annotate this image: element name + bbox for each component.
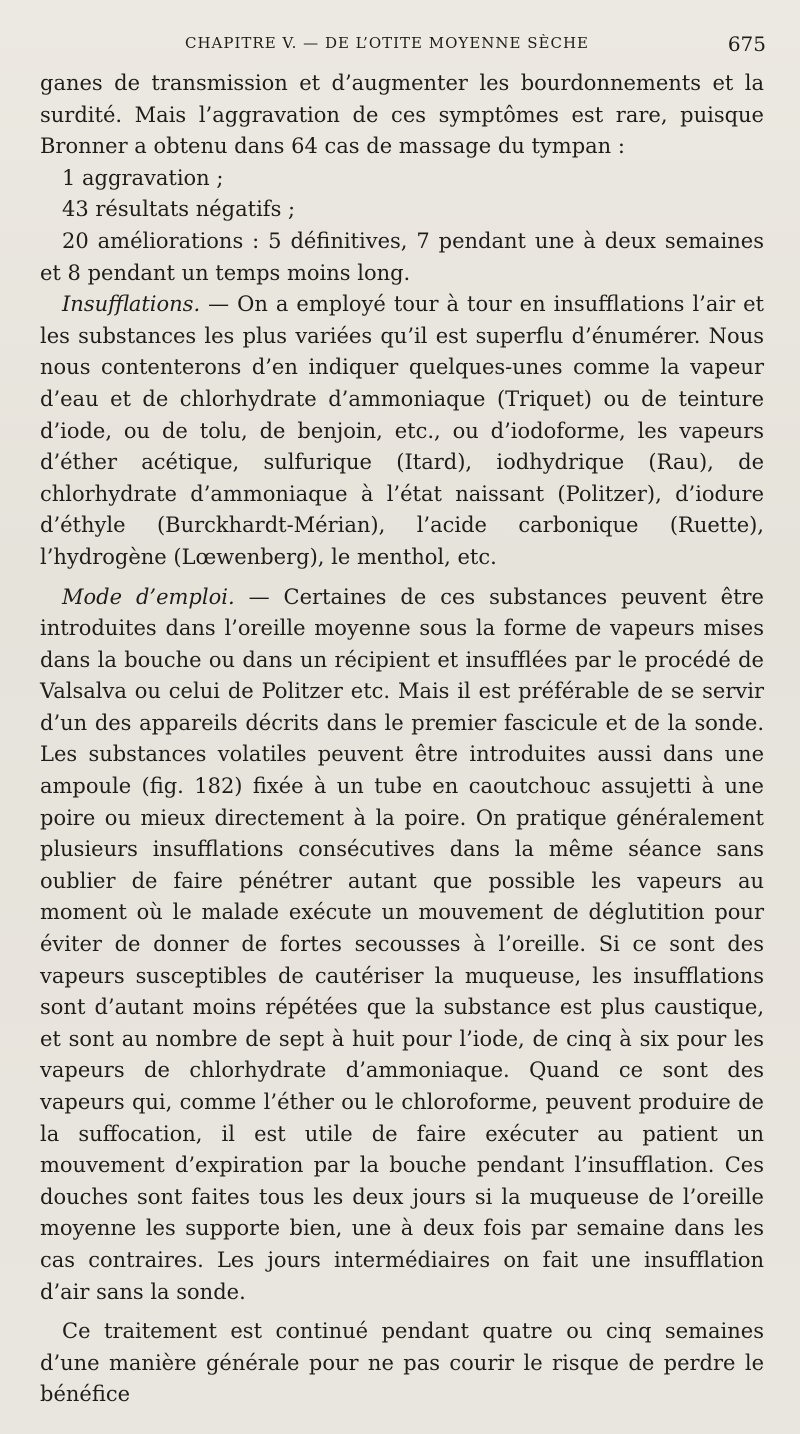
page-header xyxy=(40,32,766,60)
paragraph-treatment: Ce traitement est continué pendant quatre ou cinq semaines d’une manière générale pour ne pas courir le risque de perdre le bénéfice xyxy=(40,1319,764,1407)
paragraph-insufflations xyxy=(40,289,764,573)
page-number: 675 xyxy=(727,32,766,56)
mode-emploi-text: — Certaines de ces substances peuvent être introduites dans l’oreille moyenne sous la forme de vapeurs mises dans la bouche ou dans un récipient et insufflées par le procédé de Valsalva ou celui de Politzer etc. Mais il est préférable de se servir d’un des appareils décrits dans le premier fascicule et de la sonde. Les substances volatiles peuvent être introduites aussi dans une ampoule (fig. 182) fixée à un tube en caoutchouc assujetti à une poire ou mieux directement à la poire. On pratique généralement plusieurs insufflations consécutives dans la même séance sans oublier de faire pénétrer autant que possible les vapeurs au moment où le malade exécute un mouvement de déglutition pour éviter de donner de fortes secousses à l’oreille. Si ce sont des vapeurs susceptibles de cautériser la muqueuse, les insufflations sont d’autant moins répétées que la substance est plus caustique, et sont au nombre de sept à huit pour l’iode, de cinq à six pour les vapeurs de chlorhydrate d’ammoniaque. Quand ce sont des vapeurs qui, comme l’éther ou le chloroforme, peuvent produire de la suffocation, il est utile de faire exécuter au patient un mouvement d’expiration par la bouche pendant l’insufflation. Ces douches sont faites tous les deux jours si la muqueuse de l’oreille moyenne les supporte bien, une à deux fois par semaine dans les cas contraires. Les jours intermédiaires on fait une insufflation d’air sans la sonde. xyxy=(40,584,764,1304)
list-item-improvements: 20 améliorations : 5 définitives, 7 pendant une à deux semaines et 8 pendant un temps moins long. xyxy=(40,228,764,285)
body-text xyxy=(40,68,764,1411)
list-item-negative-results: 43 résultats négatifs ; xyxy=(62,197,296,222)
section-title-insufflations: Insufflations. xyxy=(62,292,201,317)
insufflations-text: — On a employé tour à tour en insufflations l’air et les substances les plus variées qu’il est superflu d’énumérer. Nous nous contenterons d’en indiquer quelques-unes comme la vapeur d’eau et de chlorhydrate d’ammoniaque (Triquet) ou de teinture d’iode, ou de tolu, de benjoin, etc., ou d’iodoforme, les vapeurs d’éther acétique, sulfurique (Itard), iodhydrique (Rau), de chlorhydrate d’ammoniaque à l’état naissant (Politzer), d’iodure d’éthyle (Burckhardt-Mérian), l’acide carbonique (Ruette), l’hydrogène (Lœwenberg), le menthol, etc. xyxy=(40,292,764,569)
section-title-mode-emploi: Mode d’emploi. xyxy=(62,584,235,609)
list-item-aggravation: 1 aggravation ; xyxy=(62,165,224,190)
running-title: CHAPITRE V. — DE L’OTITE MOYENNE SÈCHE xyxy=(185,34,589,52)
paragraph-mode-emploi xyxy=(40,582,764,1309)
paragraph-continuation: ganes de transmission et d’augmenter les bourdonnements et la surdité. Mais l’aggravation de ces symptômes est rare, puisque Bronner a obtenu dans 64 cas de massage du tympan : xyxy=(40,71,764,159)
